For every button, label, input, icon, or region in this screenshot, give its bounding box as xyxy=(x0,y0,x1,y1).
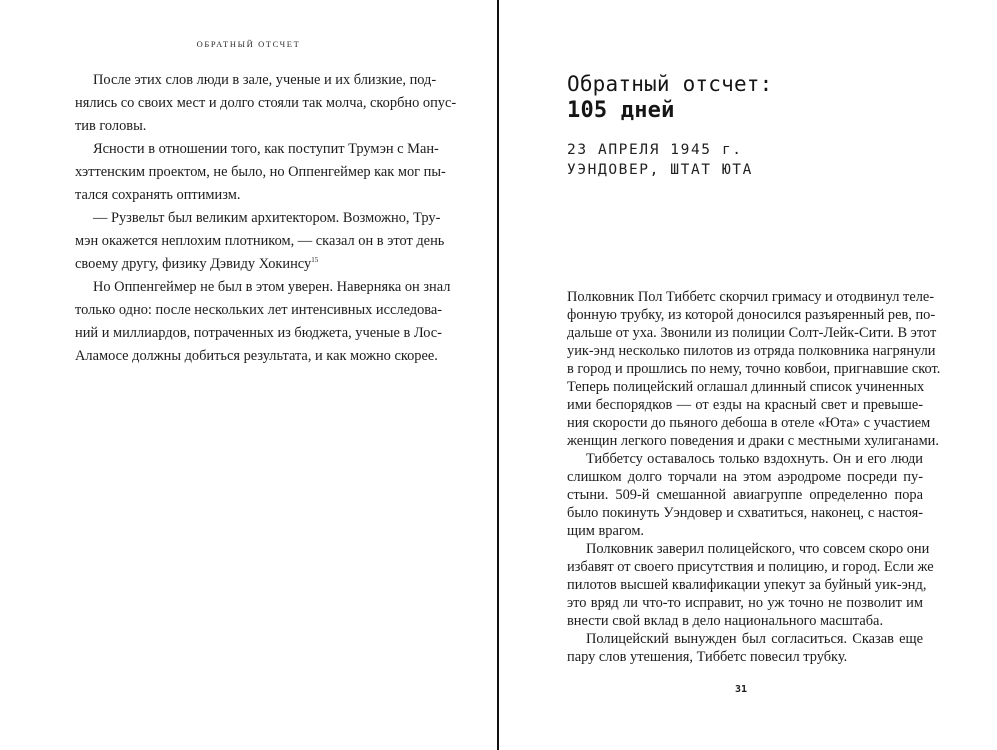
text-line: уик-энд несколько пилотов из отряда полковника нагрянули xyxy=(567,343,936,359)
text-line: женщин легкого поведения и драки с местными хулиганами. xyxy=(567,433,939,449)
text-line: ний и миллиардов, потраченных из бюджета, ученые в Лос- xyxy=(75,325,442,341)
text-line: Полицейский вынужден был согласиться. Сказав еще xyxy=(586,631,923,647)
text-line-with-footnote xyxy=(75,253,428,276)
text-line: это вряд ли что-то исправит, но уж точно не позволит им xyxy=(567,595,923,611)
text-line: Аламосе должны добиться результата, и как можно скорее. xyxy=(75,348,438,364)
text-line: внести свой вклад в дело национального масштаба. xyxy=(567,613,884,629)
text-line: пару слов утешения, Тиббетс повесил трубку. xyxy=(567,649,848,665)
text-line: тив головы. xyxy=(75,118,147,134)
text-line: Но Оппенгеймер не был в этом уверен. Наверняка он знал xyxy=(93,279,451,295)
text-line: нялись со своих мест и долго стояли так молча, скорбно опус- xyxy=(75,95,457,111)
text-line: в город и прошлись по нему, точно ковбои, пригнавшие скот. xyxy=(567,361,941,377)
text-line: мэн окажется неплохим плотником, — сказал он в этот день xyxy=(75,233,445,249)
text-line: Полковник заверил полицейского, что совсем скоро они xyxy=(586,541,930,557)
text-line: ния скорости до пьяного дебоша в отеле «Юта» с участием xyxy=(567,415,931,431)
text-line: ими беспорядков — от езды на красный свет и превыше- xyxy=(567,397,923,413)
text-line: Полковник Пол Тиббетс скорчил гримасу и отодвинул теле- xyxy=(567,289,935,305)
text-line: Ясности в отношении того, как поступит Трумэн с Ман- xyxy=(93,141,439,157)
text-line: фонную трубку, из которой доносился разъяренный рев, по- xyxy=(567,307,936,323)
footnote-ref: 15 xyxy=(311,256,319,265)
text-line: хэттенским проектом, не было, но Оппенгеймер как мог пы- xyxy=(75,164,446,180)
page-number: 31 xyxy=(734,684,748,695)
dateline-date: 23 АПРЕЛЯ 1945 г. xyxy=(567,142,743,158)
text-line: избавят от своего присутствия и полицию, и город. Если же xyxy=(567,559,934,575)
text-line: стыни. 509-й смешанной авиагруппе определенно пора xyxy=(567,487,923,503)
text-line: щим врагом. xyxy=(567,523,645,539)
text-line: только одно: после нескольких лет интенсивных исследова- xyxy=(75,302,443,318)
text-line: После этих слов люди в зале, ученые и их близкие, под- xyxy=(93,72,437,88)
text-line: тался сохранять оптимизм. xyxy=(75,187,241,203)
text-line-body: своему другу, физику Дэвиду Хокинсу xyxy=(75,256,312,272)
text-line: было покинуть Уэндовер и схватиться, наконец, с настоя- xyxy=(567,505,923,521)
left-page xyxy=(0,0,497,750)
text-line: Тиббетсу оставалось только вздохнуть. Он и его люди xyxy=(586,451,923,467)
text-line: Теперь полицейский оглашал длинный список учиненных xyxy=(567,379,925,395)
chapter-title-days: 105 дней xyxy=(567,98,675,123)
right-page xyxy=(499,0,997,750)
running-head: ОБРАТНЫЙ ОТСЧЕТ xyxy=(196,39,301,49)
text-line: дальше от уха. Звонили из полиции Солт-Лейк-Сити. В этот xyxy=(567,325,937,341)
text-line: слишком долго торчали на этом аэродроме посреди пу- xyxy=(567,469,923,485)
text-line: пилотов высшей квалификации упекут за буйный уик-энд, xyxy=(567,577,927,593)
chapter-title: Обратный отсчет: xyxy=(567,72,773,96)
dateline-place: УЭНДОВЕР, ШТАТ ЮТА xyxy=(567,162,753,178)
text-line: — Рузвельт был великим архитектором. Возможно, Тру- xyxy=(93,210,441,226)
